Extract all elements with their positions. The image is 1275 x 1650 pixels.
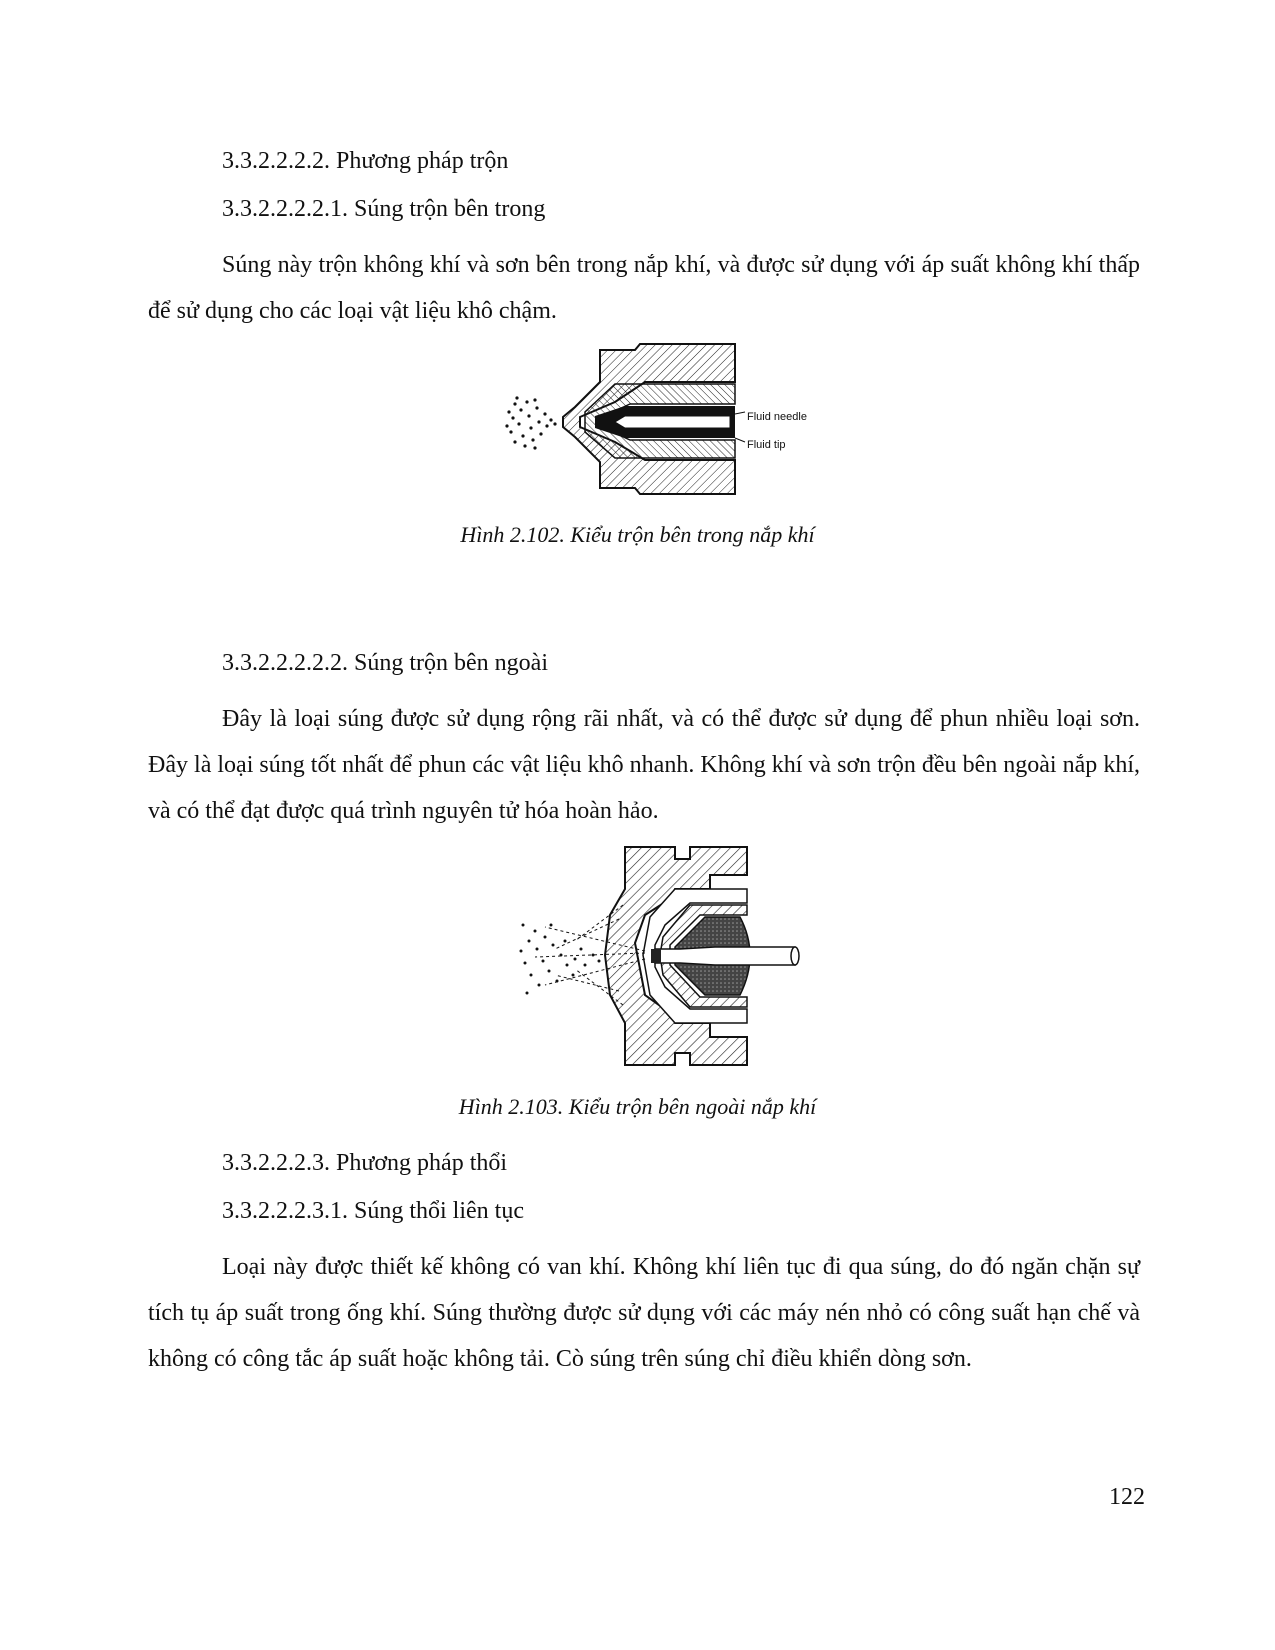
- label-fluid-tip: Fluid tip: [747, 439, 786, 451]
- page-number: 122: [1109, 1484, 1145, 1510]
- external-mix-diagram: [515, 845, 805, 1067]
- paragraph-external-mix: Đây là loại súng được sử dụng rộng rãi nhất, và có thể được sử dụng để phun nhiều loại sơn. Đây là loại súng tốt nhất để phun các vật liệu khô nhanh. Không khí và sơn trộn đều bên ngoài nắp khí, và có thể đạt được quá trình nguyên tử hóa hoàn hảo.: [148, 706, 1140, 824]
- heading-internal-mix-gun: 3.3.2.2.2.2.1. Súng trộn bên trong: [222, 196, 546, 222]
- heading-continuous-blow-gun: 3.3.2.2.2.3.1. Súng thổi liên tục: [222, 1198, 524, 1224]
- heading-external-mix-gun: 3.3.2.2.2.2.2. Súng trộn bên ngoài: [222, 650, 548, 676]
- heading-mixing-method: 3.3.2.2.2.2. Phương pháp trộn: [222, 148, 509, 174]
- fluid-needle: [655, 947, 795, 965]
- label-fluid-needle: Fluid needle: [747, 411, 807, 423]
- spray-pattern: [505, 396, 556, 449]
- figure-caption-2-103: Hình 2.103. Kiểu trộn bên ngoài nắp khí: [458, 1094, 817, 1119]
- figure-caption-2-102: Hình 2.102. Kiểu trộn bên trong nắp khí: [460, 522, 815, 547]
- heading-blowing-method: 3.3.2.2.2.3. Phương pháp thổi: [222, 1150, 508, 1176]
- paragraph-internal-mix: Súng này trộn không khí và sơn bên trong nắp khí, và được sử dụng với áp suất không khí thấp để sử dụng cho các loại vật liệu khô chậm.: [148, 252, 1140, 324]
- internal-mix-diagram: [505, 342, 825, 504]
- paragraph-continuous-blow: Loại này được thiết kế không có van khí. Không khí liên tục đi qua súng, do đó ngăn chặn sự tích tụ áp suất trong ống khí. Súng thường được sử dụng với các máy nén nhỏ có công suất hạn chế và không có công tắc áp suất hoặc không tải. Cò súng trên súng chỉ điều khiển dòng sơn.: [148, 1254, 1140, 1372]
